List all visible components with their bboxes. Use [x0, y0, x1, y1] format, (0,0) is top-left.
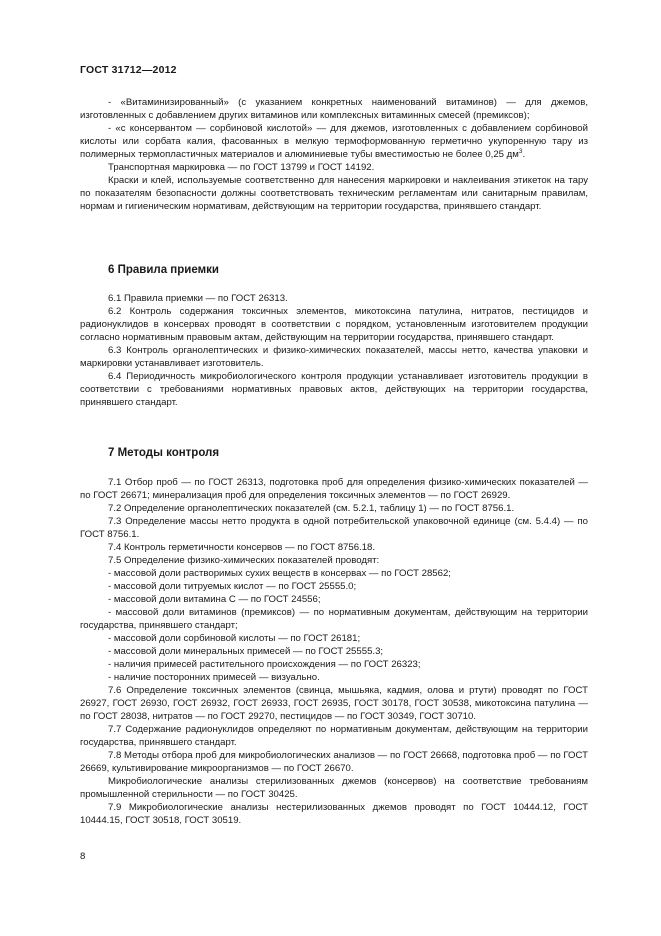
section-6-heading: 6 Правила приемки: [108, 264, 219, 276]
paragraph: 7.4 Контроль герметичности консервов — по ГОСТ 8756.18.: [108, 542, 376, 553]
list-item: - массовой доли растворимых сухих веществ в консервах — по ГОСТ 28562;: [108, 568, 451, 579]
section-7-body: [80, 476, 588, 827]
intro-paragraph: - «Витаминизированный» (с указанием конкретных наименований витаминов) — для джемов, изготовленных с добавлением других витаминов или комплексных витаминных смесей (премиксов);: [80, 97, 588, 121]
paragraph: 6.3 Контроль органолептических и физико-химических показателей, массы нетто, качества упаковки и маркировки устанавливает изготовитель.: [80, 345, 588, 369]
list-item: - массовой доли сорбиновой кислоты — по ГОСТ 26181;: [108, 633, 361, 644]
list-item: - массовой доли витаминов (премиксов) — по нормативным документам, действующим на территории государства, принявшего стандарт;: [80, 607, 588, 631]
intro-paragraph: - «с консервантом — сорбиновой кислотой» — для джемов, изготовленных с добавлением сорбиновой кислоты или сорбата калия, фасованных в мелкую термоформованную герметично укупоренную тару из полимерных термопластичных материалов и алюминиевые тубы вместимостью не более 0,25 $дм^3$.: [80, 123, 588, 160]
paragraph: 7.5 Определение физико-химических показателей проводят:: [108, 555, 380, 566]
paragraph: Микробиологические анализы стерилизованных джемов (консервов) на соответствие требованиям промышленной стерильности — по ГОСТ 30425.: [80, 776, 588, 800]
paragraph: 7.9 Микробиологические анализы нестерилизованных джемов проводят по ГОСТ 10444.12, ГОСТ 10444.15, ГОСТ 30518, ГОСТ 30519.: [80, 802, 588, 826]
section-7-heading: 7 Методы контроля: [108, 447, 220, 459]
intro-block: [80, 96, 588, 213]
paragraph: 7.7 Содержание радионуклидов определяют по нормативным документам, действующим на территории государства, принявшего стандарт.: [80, 724, 588, 748]
paragraph: 7.6 Определение токсичных элементов (свинца, мышьяка, кадмия, олова и ртути) проводят по ГОСТ 26927, ГОСТ 26930, ГОСТ 26932, ГОСТ 26933, ГОСТ 26935, ГОСТ 30178, ГОСТ 30538, микотоксина патулина — по ГОСТ 28038, нитратов — по ГОСТ 29270, пестицидов — по ГОСТ 30349, ГОСТ 30710.: [80, 685, 588, 722]
intro-paragraph: Краски и клей, используемые соответственно для нанесения маркировки и наклеивания этикеток на тару по показателям безопасности должны соответствовать техническим регламентам или санитарным правилам, нормам и гигиеническим нормативам, действующим на территории государства, принявшего стандарт.: [80, 175, 588, 212]
paragraph: 7.1 Отбор проб — по ГОСТ 26313, подготовка проб для определения физико-химических показателей — по ГОСТ 26671; минерализация проб для определения токсичных элементов — по ГОСТ 26929.: [80, 477, 588, 501]
list-item: - массовой доли витамина С — по ГОСТ 24556;: [108, 594, 321, 605]
paragraph: 6.1 Правила приемки — по ГОСТ 26313.: [108, 293, 288, 304]
paragraph: 7.2 Определение органолептических показателей (см. 5.2.1, таблицу 1) — по ГОСТ 8756.1.: [108, 503, 515, 514]
intro-paragraph: Транспортная маркировка — по ГОСТ 13799 и ГОСТ 14192.: [108, 162, 375, 173]
page-number: 8: [80, 851, 86, 862]
paragraph: 7.3 Определение массы нетто продукта в одной потребительской упаковочной единице (см. 5.4.4) — по ГОСТ 8756.1.: [80, 516, 588, 540]
section-6-body: [80, 292, 588, 409]
list-item: - наличия примесей растительного происхождения — по ГОСТ 26323;: [108, 659, 421, 670]
paragraph: 6.4 Периодичность микробиологического контроля продукции устанавливает изготовитель продукции в соответствии с требованиями нормативных правовых актов, действующих на территории государства, принявшего стандарт.: [80, 371, 588, 408]
standard-header: ГОСТ 31712—2012: [80, 64, 177, 76]
list-item: - массовой доли минеральных примесей — по ГОСТ 25555.3;: [108, 646, 384, 657]
paragraph: 7.8 Методы отбора проб для микробиологических анализов — по ГОСТ 26668, подготовка проб — по ГОСТ 26669, культивирование микроорганизмов — по ГОСТ 26670.: [80, 750, 588, 774]
paragraph: 6.2 Контроль содержания токсичных элементов, микотоксина патулина, нитратов, пестицидов и радионуклидов в консервах проводят в соответствии с порядком, установленным изготовителем продукции согласно нормативным правовым актам, действующим на территории государства, принявшего стандарт.: [80, 306, 588, 343]
list-item: - наличие посторонних примесей — визуально.: [108, 672, 320, 683]
list-item: - массовой доли титруемых кислот — по ГОСТ 25555.0;: [108, 581, 357, 592]
